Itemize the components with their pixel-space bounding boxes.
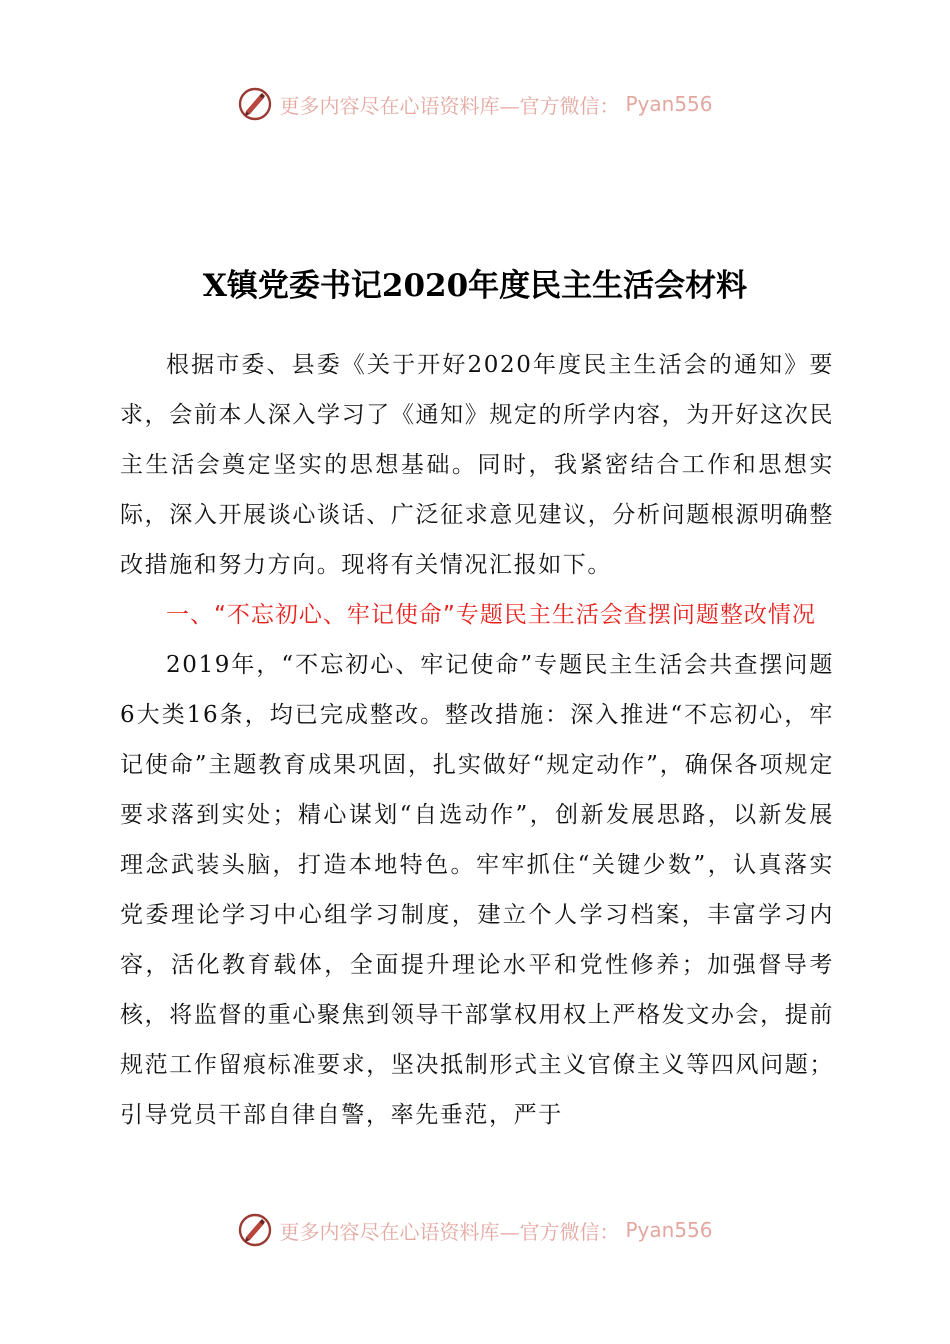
watermark-banner-bottom — [0, 1208, 950, 1252]
pen-logo-icon — [237, 86, 273, 122]
document-title: X镇党委书记2020年度民主生活会材料 — [202, 268, 748, 304]
watermark-banner-top — [0, 82, 950, 126]
section-heading: 一、“不忘初心、牢记使命”专题民主生活会查摆问题整改情况 — [166, 602, 816, 628]
watermark-wechat-id: Pyan556 — [625, 1218, 713, 1242]
intro-paragraph: 根据市委、县委《关于开好2020年度民主生活会的通知》要求，会前本人深入学习了《通知》规定的所学内容，为开好这次民主生活会奠定坚实的思想基础。同时，我紧密结合工作和思想实际，深入开展谈心谈话、广泛征求意见建议，分析问题根源明确整改措施和努力方向。现将有关情况汇报如下。 — [120, 352, 834, 578]
watermark-text: 更多内容尽在心语资料库—官方微信： — [279, 93, 620, 118]
document-body — [120, 340, 834, 1140]
section-paragraph: 2019年，“不忘初心、牢记使命”专题民主生活会共查摆问题6大类16条，均已完成整改。整改措施：深入推进“不忘初心，牢记使命”主题教育成果巩固，扎实做好“规定动作”，确保各项规定要求落到实处；精心谋划“自选动作”，创新发展思路，以新发展理念武装头脑，打造本地特色。牢牢抓住“关键少数”，认真落实党委理论学习中心组学习制度，建立个人学习档案，丰富学习内容，活化教育载体，全面提升理论水平和党性修养；加强督导考核，将监督的重心聚焦到领导干部掌权用权上严格发文办会，提前规范工作留痕标准要求，坚决抵制形式主义官僚主义等四风问题；引导党员干部自律自警，率先垂范，严于 — [120, 652, 834, 1128]
watermark-wechat-id: Pyan556 — [625, 92, 713, 116]
watermark-text: 更多内容尽在心语资料库—官方微信： — [279, 1219, 620, 1244]
pen-logo-icon — [237, 1212, 273, 1248]
